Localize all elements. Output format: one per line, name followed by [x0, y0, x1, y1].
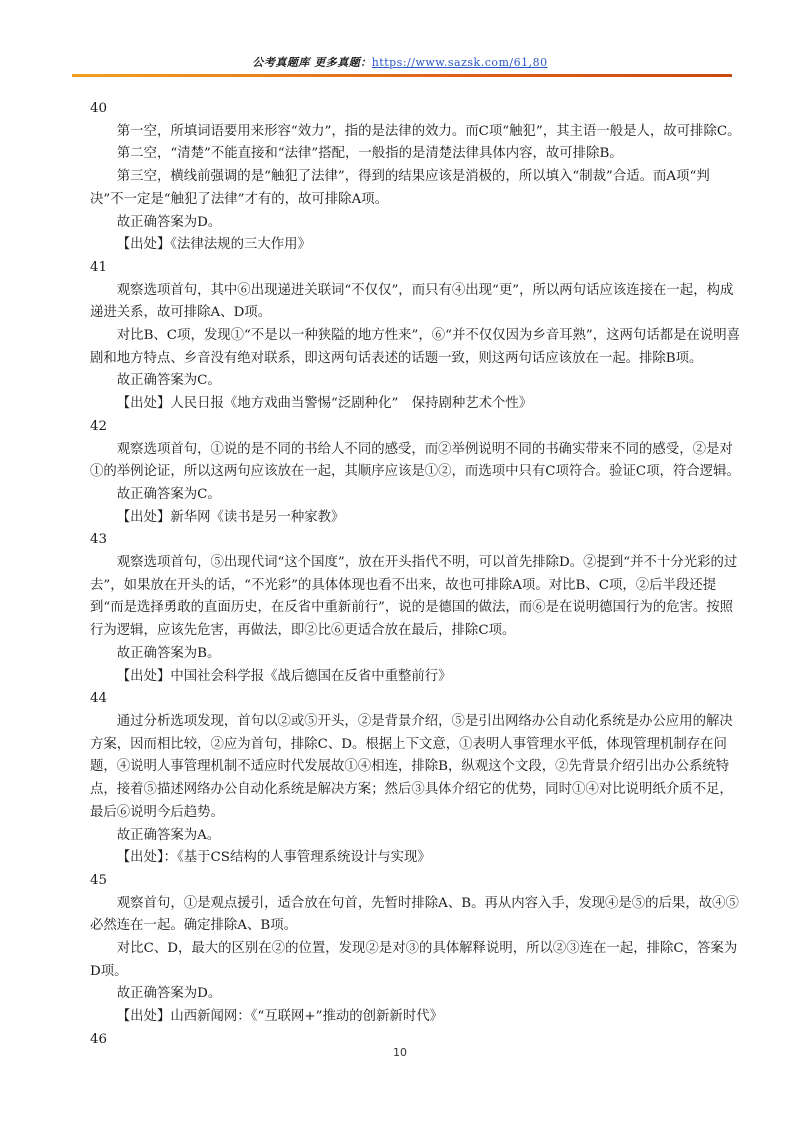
source-line: [90, 666, 742, 689]
header-link[interactable]: https://www.sazsk.com/61,80: [371, 56, 548, 69]
question-number: 41: [90, 259, 108, 275]
source-tag: 【出处】: [116, 509, 171, 525]
source-tag: 【出处】: [116, 668, 171, 684]
source-line: [90, 1006, 742, 1029]
source-line: [90, 393, 742, 416]
source-text: ：《基于CS结构的人事管理系统设计与实现》: [163, 850, 431, 866]
explanation-paragraph: 第二空，“清楚”不能直接和“法律”搭配，一般指的是清楚法律具体内容，故可排除B。: [116, 146, 623, 162]
explanation-paragraph: 故正确答案为D。: [116, 214, 222, 230]
question-number: 44: [90, 691, 108, 707]
source-text: 山西新闻网：《“互联网+”推动的创新新时代》: [170, 1009, 443, 1025]
question-number: 42: [90, 418, 108, 434]
source-line: [90, 507, 742, 530]
source-tag: 【出处】: [116, 237, 171, 253]
explanation-paragraph: 观察选项首句，其中⑥出现递进关联词“不仅仅”，而只有④出现“更”，所以两句话应该连接在一起，构成递进关系，故可排除A、D项。: [90, 282, 734, 321]
explanation-paragraph: 观察选项首句，⑤出现代词“这个国度”，放在开头指代不明，可以首先排除D。②提到“并不十分光彩的过去”，如果放在开头的话，“不光彩”的具体体现也看不出来，故也可排除A项。对比B、C项，②后半段还提到“而是选择勇敢的直面历史，在反省中重新前行”，说的是德国的做法，而⑥是在说明德国行为的危害。按照行为逻辑，应该先危害，再做法，即②比⑥更适合放在最后，排除C项。: [90, 555, 738, 639]
explanation-paragraph: 通过分析选项发现，首句以②或⑤开头，②是背景介绍，⑤是引出网络办公自动化系统是办公应用的解决方案，因而相比较，②应为首句，排除C、D。根据上下文意，①表明人事管理水平低，体现管理机制存在问题，④说明人事管理机制不适应时代发展故①④相连，排除B，纵观这个文段，②先背景介绍引出办公系统特点，接着⑤描述网络办公自动化系统是解决方案；然后③具体介绍它的优势，同时①④对比说明纸介质不足，最后⑥说明今后趋势。: [90, 713, 733, 820]
question-number: 45: [90, 872, 108, 888]
question-number: 40: [90, 101, 108, 116]
header-rule: [72, 74, 732, 77]
explanation-paragraph: 对比B、C项，发现①“不是以一种狭隘的地方性来”，⑥“并不仅仅因为乡音耳熟”，这两句话都是在说明喜剧和地方特点、乡音没有绝对联系，即这两句话表述的话题一致，则这两句话应该放在一起。排除B项。: [90, 328, 741, 366]
explanation-paragraph: 故正确答案为C。: [116, 373, 221, 389]
source-text: 《法律法规的三大作用》: [170, 237, 311, 253]
source-text: 中国社会科学报《战后德国在反省中重整前行》: [170, 668, 452, 684]
explanation-paragraph: 故正确答案为A。: [116, 827, 221, 843]
page-number: 10: [393, 1046, 407, 1059]
source-tag: 【出处】: [116, 396, 171, 412]
source-text: 人民日报《地方戏曲当警惕“泛剧种化” 保持剧种艺术个性》: [170, 396, 533, 412]
source-tag: 【出处】: [116, 850, 164, 866]
source-line: [90, 847, 742, 870]
explanation-paragraph: 故正确答案为C。: [116, 486, 221, 502]
question-number: 43: [90, 532, 108, 548]
explanation-paragraph: 对比C、D，最大的区别在②的位置，发现②是对③的具体解释说明，所以②③连在一起，排除C，答案为D项。: [90, 941, 738, 979]
explanation-paragraph: 观察选项首句，①说的是不同的书给人不同的感受，而②举例说明不同的书确实带来不同的感受，②是对①的举例论证，所以这两句应该放在一起，其顺序应该是①②，而选项中只有C项符合。验证C项，符合逻辑。: [90, 441, 740, 480]
header-title: 公考真题库 更多真题：: [252, 56, 372, 69]
page-header: [0, 54, 800, 70]
source-tag: 【出处】: [116, 1009, 171, 1025]
source-text: 新华网《读书是另一种家教》: [170, 509, 345, 525]
explanation-paragraph: 观察首句，①是观点援引，适合放在句首，先暂时排除A、B。再从内容入手，发现④是⑤的后果，故④⑤必然连在一起。确定排除A、B项。: [90, 895, 739, 934]
source-line: [90, 234, 742, 257]
explanation-paragraph: 故正确答案为D。: [116, 986, 222, 1002]
question-number: 46: [90, 1031, 108, 1047]
explanation-paragraph: 第三空，横线前强调的是“触犯了法律”，得到的结果应该是消极的，所以填入“制裁”合适。而A项“判决”不一定是“触犯了法律”才有的，故可排除A项。: [90, 169, 710, 207]
explanation-paragraph: 故正确答案为B。: [116, 645, 221, 661]
document-body: [90, 98, 742, 1052]
explanation-paragraph: 第一空，所填词语要用来形容“效力”，指的是法律的效力。而C项“触犯”，其主语一般是人，故可排除C。: [116, 123, 741, 139]
